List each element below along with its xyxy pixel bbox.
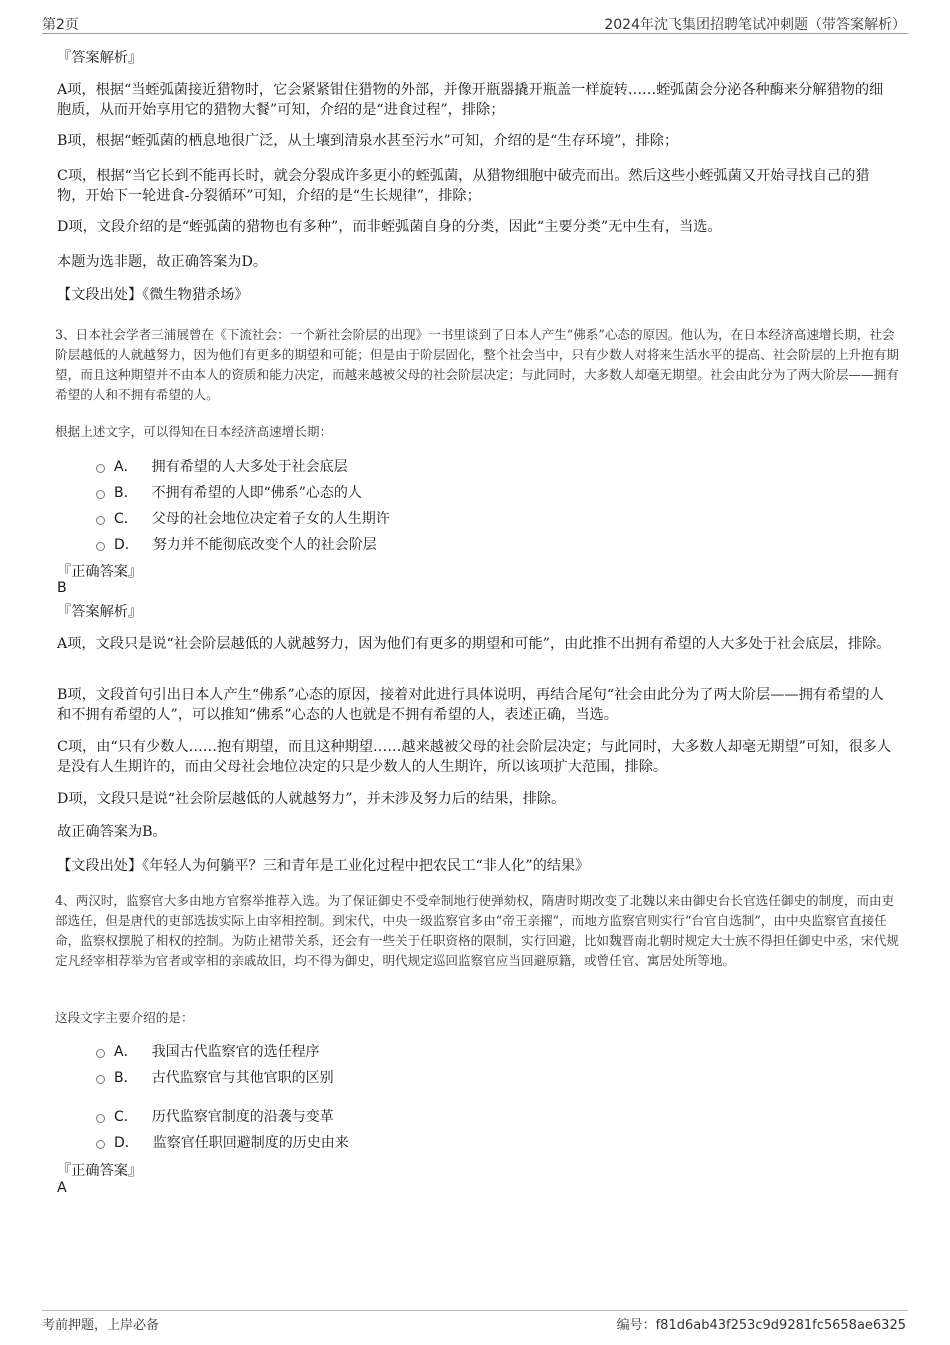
option-text: 不拥有希望的人即“佛系”心态的人	[151, 485, 362, 501]
option-letter: C．	[114, 1109, 138, 1125]
option-text: 我国古代监察官的选任程序	[151, 1044, 320, 1060]
q4-option-c[interactable]	[96, 1106, 334, 1126]
q2-analysis-d: D项，文段介绍的是“蛭弧菌的猎物也有多种”，而非蛭弧菌自身的分类，因此“主要分类”无中生有，当选。	[57, 219, 722, 235]
q4-option-b[interactable]	[96, 1067, 334, 1087]
radio-icon[interactable]	[96, 1075, 105, 1084]
radio-icon[interactable]	[96, 464, 105, 473]
q3-question-text: 3、日本社会学者三浦展曾在《下流社会：一个新社会阶层的出现》一书里谈到了日本人产生“佛系”心态的原因。他认为，在日本经济高速增长期，社会阶层越低的人就越努力，因为他们有更多的期望和可能；但是由于阶层固化，整个社会当中，只有少数人对将来生活水平的提高、社会阶层的上升抱有期望，而且这种期望并不由本人的资质和能力决定，而越来越被父母的社会阶层决定；与此同时，大多数人却毫无期望。社会由此分为了两大阶层——拥有希望的人和不拥有希望的人。	[55, 327, 899, 402]
q3-conclusion: 故正确答案为B。	[57, 824, 167, 840]
radio-icon[interactable]	[96, 1049, 105, 1058]
footer-slogan: 考前押题，上岸必备	[42, 1318, 160, 1333]
q2-analysis-a: A项，根据“当蛭弧菌接近猎物时，它会紧紧钳住猎物的外部，并像开瓶器撬开瓶盖一样旋转……蛭弧菌会分泌各种酶来分解猎物的细胞质，从而开始享用它的猎物大餐”可知，介绍的是“进食过程”，排除；	[57, 82, 884, 118]
q3-prompt: 根据上述文字，可以得知在日本经济高速增长期：	[55, 424, 333, 439]
option-text: 父母的社会地位决定着子女的人生期许	[151, 511, 390, 527]
q3-analysis-d: D项，文段只是说“社会阶层越低的人就越努力”，并未涉及努力后的结果，排除。	[57, 791, 566, 807]
q3-analysis-c: C项，由“只有少数人……抱有期望，而且这种期望……越来越被父母的社会阶层决定；与此同时，大多数人却毫无期望”可知，很多人是没有人生期许的，而由父母社会地位决定的只是少数人的人生期许，所以该项扩大范围，排除。	[57, 739, 892, 775]
option-letter: B．	[114, 1070, 138, 1086]
q2-analysis-c: C项，根据“当它长到不能再长时，就会分裂成许多更小的蛭弧菌，从猎物细胞中破壳而出。然后这些小蛭弧菌又开始寻找自己的猎物，开始下一轮进食-分裂循环”可知，介绍的是“生长规律”，排除；	[57, 168, 870, 204]
q2-source: 【文段出处】《微生物猎杀场》	[57, 287, 249, 303]
option-letter: C．	[114, 511, 138, 527]
q3-option-a[interactable]	[96, 456, 348, 476]
q4-prompt: 这段文字主要介绍的是：	[55, 1010, 194, 1025]
page-number: 第2页	[42, 17, 79, 33]
option-letter: B．	[114, 485, 138, 501]
radio-icon[interactable]	[96, 516, 105, 525]
q3-option-c[interactable]	[96, 508, 390, 528]
radio-icon[interactable]	[96, 542, 105, 551]
q3-analysis-label: 『答案解析』	[57, 604, 143, 620]
q4-answer: A	[57, 1180, 67, 1196]
q2-analysis-b: B项，根据“蛭弧菌的栖息地很广泛，从土壤到清泉水甚至污水”可知，介绍的是“生存环境”，排除；	[57, 133, 679, 149]
q3-answer-label: 『正确答案』	[57, 564, 143, 580]
document-title: 2024年沈飞集团招聘笔试冲刺题（带答案解析）	[604, 17, 906, 33]
option-letter: A．	[114, 459, 138, 475]
footer-divider	[42, 1310, 908, 1311]
radio-icon[interactable]	[96, 1114, 105, 1123]
header-divider	[42, 33, 908, 34]
option-letter: D．	[114, 537, 139, 553]
q2-conclusion: 本题为选非题，故正确答案为D。	[57, 254, 268, 270]
q4-option-d[interactable]	[96, 1132, 349, 1152]
document-code: 编号：f81d6ab43f253c9d9281fc5658ae6325	[616, 1318, 906, 1333]
q3-analysis-a: A项，文段只是说“社会阶层越低的人就越努力，因为他们有更多的期望和可能”，由此推不出拥有希望的人大多处于社会底层，排除。	[57, 636, 891, 652]
q3-answer: B	[57, 580, 67, 596]
option-text: 监察官任职回避制度的历史由来	[152, 1135, 349, 1151]
q4-question-text: 4、两汉时，监察官大多由地方官察举推荐入选。为了保证御史不受牵制地行使弹劾权，隋唐时期改变了北魏以来由御史台长官选任御史的制度，而由吏部选任，但是唐代的吏部选拔实际上由宰相控制。到宋代，中央一级监察官多由“帝王亲擢”，而地方监察官则实行“台官自选制”，由中央监察官直接任命，监察权摆脱了相权的控制。为防止裙带关系，还会有一些关于任职资格的限制，实行回避，比如魏晋南北朝时规定大士族不得担任御史中丞，宋代规定凡经宰相荐举为官者或宰相的亲戚故旧，均不得为御史，明代规定巡回监察官应当回避原籍，或曾任官、寓居处所等地。	[55, 893, 899, 968]
q2-analysis-label: 『答案解析』	[57, 50, 143, 66]
q3-option-d[interactable]	[96, 534, 377, 554]
option-letter: A．	[114, 1044, 138, 1060]
option-letter: D．	[114, 1135, 139, 1151]
q3-analysis-b: B项，文段首句引出日本人产生“佛系”心态的原因，接着对此进行具体说明，再结合尾句“社会由此分为了两大阶层——拥有希望的人和不拥有希望的人”，可以推知“佛系”心态的人也就是不拥有希望的人，表述正确，当选。	[57, 687, 884, 723]
option-text: 历代监察官制度的沿袭与变革	[151, 1109, 334, 1125]
q3-option-b[interactable]	[96, 482, 362, 502]
option-text: 古代监察官与其他官职的区别	[151, 1070, 334, 1086]
radio-icon[interactable]	[96, 490, 105, 499]
option-text: 拥有希望的人大多处于社会底层	[151, 459, 348, 475]
q4-option-a[interactable]	[96, 1041, 320, 1061]
radio-icon[interactable]	[96, 1140, 105, 1149]
q3-source: 【文段出处】《年轻人为何躺平？三和青年是工业化过程中把农民工“非人化”的结果》	[57, 858, 590, 874]
option-text: 努力并不能彻底改变个人的社会阶层	[152, 537, 377, 553]
q4-answer-label: 『正确答案』	[57, 1163, 143, 1179]
